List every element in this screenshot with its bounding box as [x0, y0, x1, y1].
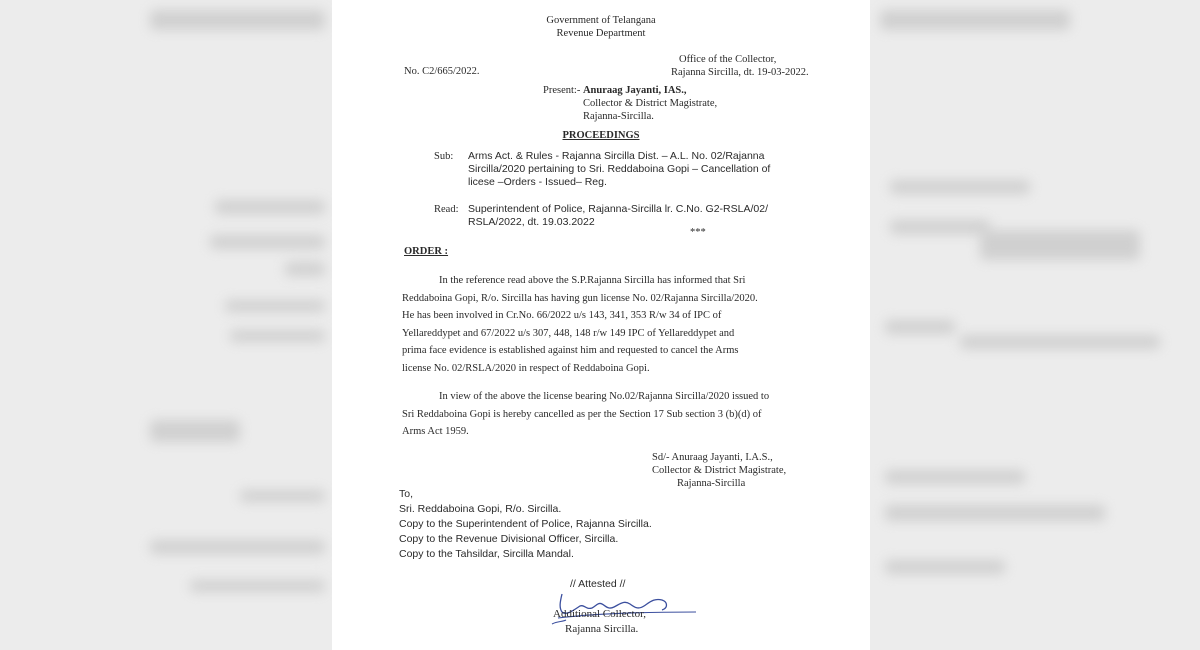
signoff-name: Sd/- Anuraag Jayanti, I.A.S., — [652, 452, 773, 463]
read-line-1: Superintendent of Police, Rajanna-Sircilla lr. C.No. G2-RSLA/02/ — [468, 203, 768, 215]
blurred-backdrop-right — [870, 0, 1200, 650]
attested-place: Rajanna Sircilla. — [565, 623, 639, 635]
paragraph-line: Sri Reddaboina Gopi is hereby cancelled as per the Section 17 Sub section 3 (b)(d) of — [402, 408, 762, 420]
government-heading: Government of Telangana — [546, 15, 656, 26]
blurred-backdrop-left — [0, 0, 332, 650]
distribution-line: Copy to the Superintendent of Police, Rajanna Sircilla. — [399, 518, 652, 530]
distribution-line: Copy to the Tahsildar, Sircilla Mandal. — [399, 548, 574, 560]
office-line-1: Office of the Collector, — [679, 54, 777, 65]
read-line-2: RSLA/2022, dt. 19.03.2022 — [468, 216, 595, 228]
paragraph-line: In the reference read above the S.P.Rajanna Sircilla has informed that Sri — [439, 275, 746, 286]
department-heading: Revenue Department — [556, 28, 646, 39]
office-line-2: Rajanna Sircilla, dt. 19-03-2022. — [671, 67, 809, 78]
paragraph-line: He has been involved in Cr.No. 66/2022 u/s 143, 341, 353 R/w 34 of IPC of — [402, 310, 722, 321]
proceedings-title: PROCEEDINGS — [562, 130, 640, 141]
signoff-place: Rajanna-Sircilla — [677, 478, 746, 489]
order-heading: ORDER : — [404, 246, 449, 257]
distribution-line: Copy to the Revenue Divisional Officer, Sircilla. — [399, 533, 619, 545]
attested-designation: Additional Collector, — [553, 608, 647, 620]
sub-line-2: Sircilla/2020 pertaining to Sri. Reddaboina Gopi – Cancellation of — [468, 163, 771, 175]
sub-line-3: licese –Orders - Issued– Reg. — [468, 176, 607, 188]
read-label: Read: — [434, 204, 459, 215]
paragraph-line: Yellareddypet and 67/2022 u/s 307, 448, 148 r/w 149 IPC of Yellareddypet and — [402, 327, 735, 339]
order-paragraph-1 — [402, 272, 816, 377]
attested-label: // Attested // — [570, 578, 626, 590]
reference-number: No. C2/665/2022. — [404, 66, 480, 77]
paragraph-line: In view of the above the license bearing No.02/Rajanna Sircilla/2020 issued to — [439, 391, 770, 402]
present-place: Rajanna-Sircilla. — [583, 111, 654, 122]
present-block — [543, 84, 687, 97]
paragraph-line: Arms Act 1959. — [402, 426, 469, 437]
order-paragraph-2 — [402, 388, 816, 441]
document-page — [332, 0, 870, 650]
to-label: To, — [399, 488, 414, 500]
signoff-designation: Collector & District Magistrate, — [652, 465, 787, 476]
paragraph-line: prima face evidence is established against him and requested to cancel the Arms — [402, 345, 739, 356]
present-designation: Collector & District Magistrate, — [583, 98, 718, 109]
separator-stars: *** — [690, 227, 706, 238]
present-label: Present:- — [543, 85, 581, 96]
paragraph-line: license No. 02/RSLA/2020 in respect of Reddaboina Gopi. — [402, 362, 650, 374]
present-name: Anuraag Jayanti, IAS., — [582, 85, 687, 96]
distribution-line: Sri. Reddaboina Gopi, R/o. Sircilla. — [399, 503, 562, 515]
sub-line-1: Arms Act. & Rules - Rajanna Sircilla Dist. – A.L. No. 02/Rajanna — [468, 150, 765, 162]
paragraph-line: Reddaboina Gopi, R/o. Sircilla has having gun license No. 02/Rajanna Sircilla/2020. — [402, 292, 758, 304]
sub-label: Sub: — [434, 151, 454, 162]
